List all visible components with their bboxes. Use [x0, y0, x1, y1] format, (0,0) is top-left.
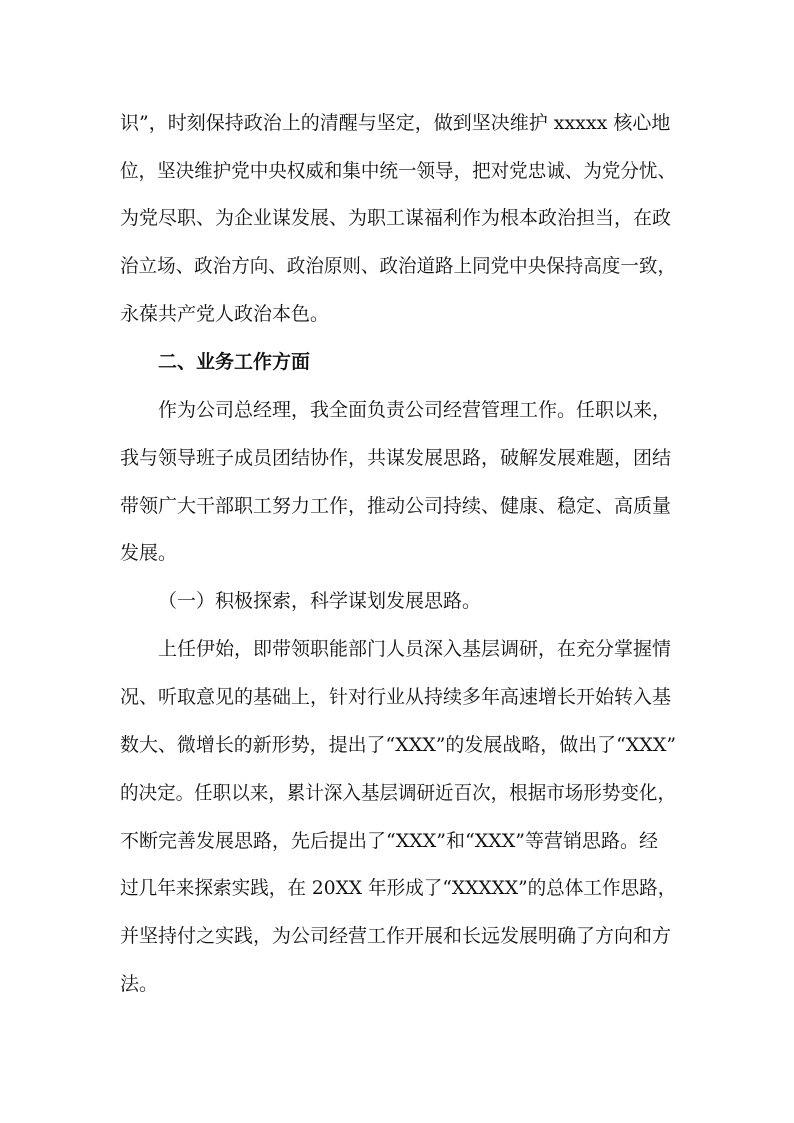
body-text-line: 带领广大干部职工努力工作，推动公司持续、健康、稳定、高质量 — [120, 495, 672, 517]
body-text-line: 治立场、政治方向、政治原则、政治道路上同党中央保持高度一致， — [120, 255, 676, 277]
body-text-line: 不断完善发展思路，先后提出了“XXX”和“XXX”等营销思路。经 — [120, 830, 659, 852]
body-text-line: 发展。 — [120, 542, 178, 564]
body-text-line: 的决定。任职以来，累计深入基层调研近百次，根据市场形势变化， — [120, 782, 676, 804]
subsection-heading: （一）积极探索，科学谋划发展思路。 — [158, 590, 482, 612]
body-text-line: 位，坚决维护党中央权威和集中统一领导，把对党忠诚、为党分忧、 — [120, 160, 676, 182]
body-text-line: 为党尽职、为企业谋发展、为职工谋福利作为根本政治担当，在政 — [120, 207, 672, 229]
section-heading: 二、业务工作方面 — [158, 351, 311, 373]
body-text-line: 数大、微增长的新形势，提出了“XXX”的发展战略，做出了“XXX” — [120, 734, 677, 756]
body-text-line: 并坚持付之实践，为公司经营工作开展和长远发展明确了方向和方 — [120, 925, 672, 947]
body-text-line: 永葆共产党人政治本色。 — [120, 303, 330, 325]
body-text-line: 过几年来探索实践，在 20XX 年形成了“XXXXX”的总体工作思路， — [120, 877, 677, 899]
body-text-line: 作为公司总经理，我全面负责公司经营管理工作。任职以来， — [158, 399, 672, 421]
body-text-line: 法。 — [120, 973, 159, 995]
body-text-line: 况、听取意见的基础上，针对行业从持续多年高速增长开始转入基 — [120, 686, 672, 708]
body-text-line: 识”，时刻保持政治上的清醒与坚定，做到坚决维护 xxxxx 核心地 — [120, 112, 671, 134]
body-text-line: 上任伊始，即带领职能部门人员深入基层调研，在充分掌握情 — [158, 638, 672, 660]
body-text-line: 我与领导班子成员团结协作，共谋发展思路，破解发展难题，团结 — [120, 447, 672, 469]
